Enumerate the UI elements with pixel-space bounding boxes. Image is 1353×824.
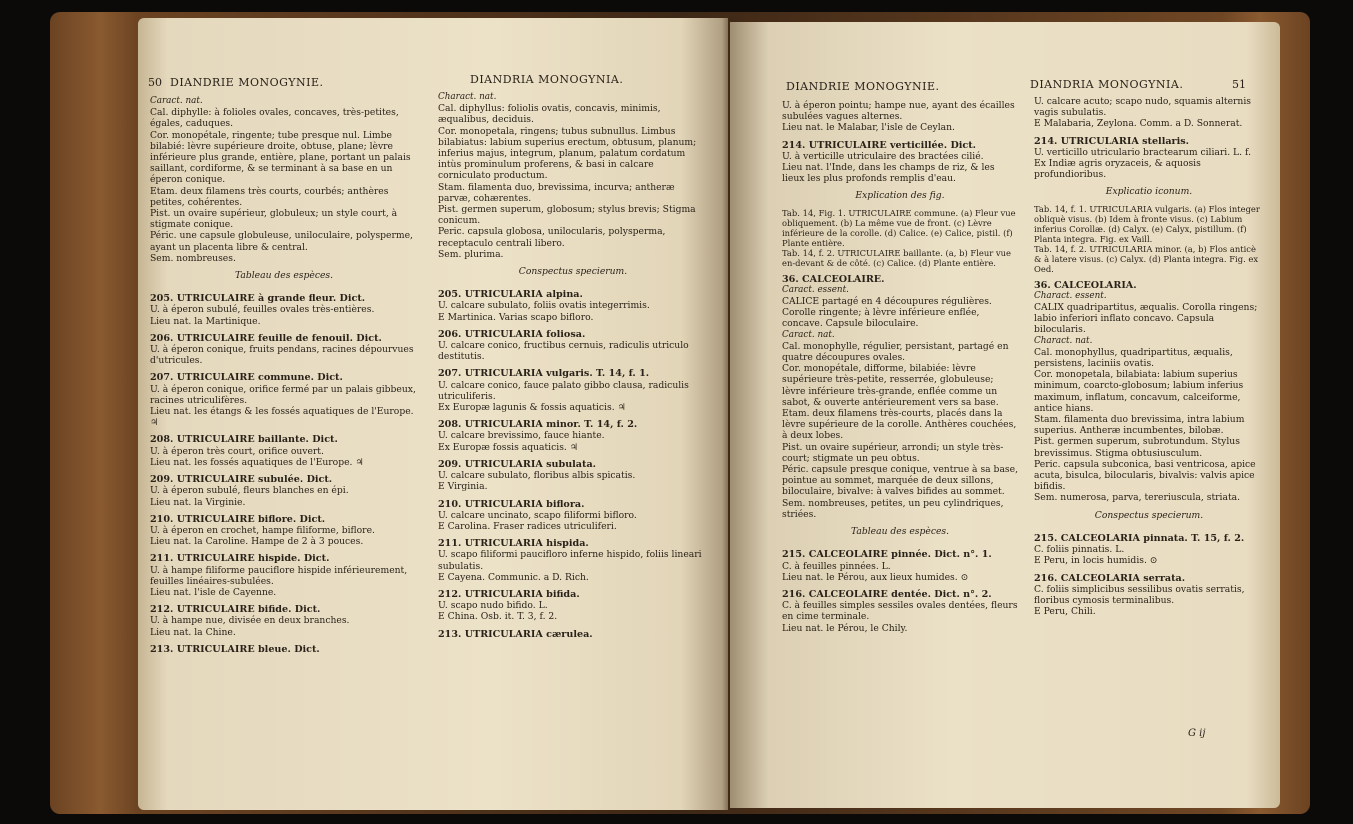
text-line: Etam. deux filamens très-courts, placés dans la lèvre supérieure de la corolle. Anthères couchées, à deux lobes. bbox=[782, 408, 1017, 442]
text-line: CALICE partagé en 4 découpures régulières. Corolle ringente; à lèvre inférieure enflée, concave. Capsule biloculaire. bbox=[782, 296, 992, 330]
text-line: Lieu nat. le Malabar, l'isle de Ceylan. bbox=[782, 122, 955, 134]
text-line: Sem. plurima. bbox=[438, 248, 504, 260]
text-line: C. foliis simplicibus sessilibus ovatis serratis, floribus cymosis terminalibus. bbox=[1034, 583, 1245, 606]
text-line: U. à hampe filiforme pauciflore hispide inférieurement, feuilles linéaires-subulées. bbox=[150, 564, 408, 587]
text-line: Pist. germen superum, subrotundum. Stylus brevissimus. Stigma obtusiusculum. bbox=[1034, 436, 1240, 459]
text-line: Peric. capsula globosa, unilocularis, polysperma, receptaculo centrali libero. bbox=[438, 226, 666, 249]
species-entry: 210. UTRICULAIRE biflore. Dict. bbox=[150, 513, 326, 525]
text-line: Peric. capsula subconica, basi ventricosa, apice acuta, bisulca, bilocularis, bivalvis: valvis apice bifidis. bbox=[1034, 458, 1256, 493]
text-line: Ex Europæ fossis aquaticis. ♃ bbox=[438, 441, 578, 453]
species-entry: 210. UTRICULARIA biflora. bbox=[438, 498, 585, 510]
text-line: E Carolina. Fraser radices utriculiferi. bbox=[438, 520, 617, 532]
text-line: C. à feuilles simples sessiles ovales dentées, fleurs en cime terminale. bbox=[782, 600, 1018, 623]
text-line: Tab. 14, f. 1. UTRICULARIA vulgaris. (a) Flos integer obliquè visus. (b) Idem à fronte visus. (c) Labium inferius Corollæ. (d) Calyx. (e) Calyx, pistillum. (f) Planta integra. Fig. ex Vaill. bbox=[1034, 203, 1260, 244]
text-line: Pist. germen superum, globosum; stylus brevis; Stigma conicum. bbox=[438, 204, 696, 227]
text-line: U. calcare conico, fauce palato gibbo clausa, radiculis utriculiferis. bbox=[438, 379, 689, 402]
text-line: Caract. nat. bbox=[782, 329, 835, 340]
left-latin-column bbox=[438, 92, 708, 640]
text-line: E Martinica. Varias scapo bifloro. bbox=[438, 311, 594, 323]
species-entry: 215. CALCEOLAIRE pinnée. Dict. n°. 1. bbox=[782, 549, 992, 561]
section-heading: Tableau des espèces. bbox=[234, 270, 334, 282]
section-heading: Tableau des espèces. bbox=[850, 526, 950, 538]
text-line: Lieu nat. l'Inde, dans les champs de riz, & les lieux les plus profonds remplis d'eau. bbox=[782, 162, 995, 185]
text-line: U. à éperon conique, fruits pendans, racines dépourvues d'utricules. bbox=[150, 344, 414, 367]
text-line: Sem. nombreuses, petites, un peu cylindriques, striées. bbox=[782, 497, 1004, 520]
text-line: E China. Osb. it. T. 3, f. 2. bbox=[438, 611, 558, 623]
text-line: Lieu nat. la Chine. bbox=[150, 626, 236, 638]
text-line: Lieu nat. la Virginie. bbox=[150, 496, 246, 508]
text-line: U. calcare uncinato, scapo filiformi bifloro. bbox=[438, 509, 637, 521]
running-head-latin-left: DIANDRIA MONOGYNIA. bbox=[470, 73, 624, 86]
text-line: Charact. nat. bbox=[438, 92, 497, 102]
section-heading: Conspectus specierum. bbox=[1094, 509, 1204, 521]
page-number-right: 51 bbox=[1232, 78, 1246, 91]
text-line: U. à éperon en crochet, hampe filiforme, biflore. bbox=[150, 524, 375, 536]
text-line: Lieu nat. les étangs & les fossés aquatiques de l'Europe. ♃ bbox=[150, 406, 414, 429]
signature-mark: G ij bbox=[1188, 728, 1206, 739]
text-line: Lieu nat. le Pérou, le Chily. bbox=[782, 622, 908, 634]
text-line: Péric. une capsule globuleuse, uniloculaire, polysperme, ayant un placenta libre & central. bbox=[150, 230, 413, 253]
text-line: Cor. monopétale, difforme, bilabiée: lèvre supérieure très-petite, resserrée, globuleuse; lèvre inférieure très-grande, enflée comme un sabot, & ouverte antérieurement vers sa base. bbox=[782, 363, 999, 408]
right-french-column bbox=[782, 100, 1018, 634]
text-line: E Virginia. bbox=[438, 481, 488, 493]
species-entry: 214. UTRICULARIA stellaris. bbox=[1034, 135, 1189, 147]
text-line: E Peru, Chili. bbox=[1034, 606, 1096, 618]
text-line: Tab. 14, f. 2. UTRICULAIRE baillante. (a, b) Fleur vue en-devant & de côté. (c) Calice. (d) Plante entière. bbox=[782, 247, 1011, 268]
section-heading: Explicatio iconum. bbox=[1105, 186, 1193, 198]
text-line: U. à éperon conique, orifice fermé par un palais gibbeux, racines utriculifères. bbox=[150, 383, 416, 406]
text-line: U. calcare acuto; scapo nudo, squamis alternis vagis subulatis. bbox=[1034, 96, 1251, 119]
species-entry: 211. UTRICULAIRE hispide. Dict. bbox=[150, 553, 330, 565]
species-entry: 205. UTRICULAIRE à grande fleur. Dict. bbox=[150, 293, 366, 305]
right-latin-column bbox=[1034, 96, 1264, 617]
text-line: Cal. monophylle, régulier, persistant, partagé en quatre découpures ovales. bbox=[782, 340, 1009, 364]
text-line: U. à verticille utriculaire des bractées cilié. bbox=[782, 150, 984, 162]
text-line: Lieu nat. la Caroline. Hampe de 2 à 3 pouces. bbox=[150, 536, 364, 548]
text-line: Stam. filamenta duo brevissima, intra labium superius. Antheræ incumbentes, bilobæ. bbox=[1034, 414, 1245, 437]
text-line: Lieu nat. les fossés aquatiques de l'Europe. ♃ bbox=[150, 456, 364, 468]
text-line: U. calcare brevissimo, fauce hiante. bbox=[438, 430, 605, 442]
text-line: E Malabaria, Zeylona. Comm. a D. Sonnerat. bbox=[1034, 118, 1243, 130]
species-entry: 36. CALCEOLARIA. bbox=[1034, 279, 1137, 291]
species-entry: 216. CALCEOLARIA serrata. bbox=[1034, 572, 1186, 584]
species-entry: 36. CALCEOLAIRE. bbox=[782, 273, 885, 285]
open-book bbox=[50, 12, 1310, 814]
text-line: Cor. monopétale, ringente; tube presque nul. Limbe bilabié: lèvre supérieure droite, obtuse, plane; lèvre inférieure plus grande, entière, plane, portant un palais saillant, cordiforme, & se terminant à sa base en un éperon conique. bbox=[150, 129, 411, 186]
page-number-left: 50 bbox=[148, 76, 162, 89]
species-entry: 213. UTRICULAIRE bleue. Dict. bbox=[150, 643, 320, 655]
running-head-latin-right: DIANDRIA MONOGYNIA. bbox=[1030, 78, 1184, 91]
text-line: Lieu nat. l'isle de Cayenne. bbox=[150, 586, 277, 598]
text-line: Lieu nat. le Pérou, aux lieux humides. ⊙ bbox=[782, 571, 969, 583]
text-line: Ex Europæ lagunis & fossis aquaticis. ♃ bbox=[438, 402, 626, 414]
text-line: U. calcare conico, fructibus cernuis, radiculis utriculo destitutis. bbox=[438, 340, 689, 363]
text-line: Etam. deux filamens très courts, courbés; anthères petites, cohérentes. bbox=[150, 185, 389, 208]
text-line: U. scapo filiformi paucifloro inferne hispido, foliis lineari subulatis. bbox=[438, 549, 702, 572]
text-line: Lieu nat. la Martinique. bbox=[150, 315, 261, 327]
species-entry: 214. UTRICULAIRE verticillée. Dict. bbox=[782, 139, 977, 151]
species-entry: 209. UTRICULARIA subulata. bbox=[438, 458, 597, 470]
text-line: Cor. monopetala, bilabiata: labium superius minimum, coarcto-globosum; labium inferius maximum, inflatum, concavum, calceiforme, antice hians. bbox=[1034, 369, 1244, 414]
species-entry: 205. UTRICULARIA alpina. bbox=[438, 289, 583, 301]
text-line: U. à éperon pointu; hampe nue, ayant des écailles subulées vagues alternes. bbox=[782, 100, 1015, 123]
right-page bbox=[730, 22, 1280, 808]
species-entry: 213. UTRICULARIA cærulea. bbox=[438, 628, 593, 640]
section-heading: Explication des fig. bbox=[855, 190, 945, 202]
text-line: U. à hampe nue, divisée en deux branches. bbox=[150, 615, 350, 627]
text-line: Cor. monopetala, ringens; tubus subnullus. Limbus bilabiatus: labium superius erectum, obtusum, planum; inferius majus, integrum, planum, palatum cordatum intùs prominulum proferens, & basi in calcare corniculato productum. bbox=[438, 125, 697, 182]
species-entry: 208. UTRICULAIRE baillante. Dict. bbox=[150, 434, 338, 446]
text-line: U. à éperon très court, orifice ouvert. bbox=[150, 445, 324, 457]
text-line: U. calcare subulato, floribus albis spicatis. bbox=[438, 470, 636, 482]
left-page bbox=[138, 18, 728, 810]
species-entry: 209. UTRICULAIRE subulée. Dict. bbox=[150, 474, 333, 486]
species-entry: 212. UTRICULARIA bifida. bbox=[438, 588, 580, 600]
text-line: C. foliis pinnatis. L. bbox=[1034, 544, 1125, 556]
species-entry: 208. UTRICULARIA minor. T. 14, f. 2. bbox=[438, 419, 638, 431]
text-line: Péric. capsule presque conique, ventrue à sa base, pointue au sommet, marquée de deux sillons, biloculaire, bivalve: à valves bifides au sommet. bbox=[782, 464, 1018, 498]
text-line: Pist. un ovaire supérieur, arrondi; un style très-court; stigmate un peu obtus. bbox=[782, 441, 1004, 464]
text-line: Sem. numerosa, parva, tereriuscula, striata. bbox=[1034, 492, 1241, 504]
text-line: Pist. un ovaire supérieur, globuleux; un style court, à stigmate conique. bbox=[150, 208, 398, 231]
running-head-french-right: DIANDRIE MONOGYNIE. bbox=[786, 80, 940, 93]
text-line: Cal. diphylle: à folioles ovales, concaves, très-petites, égales, caduques. bbox=[150, 107, 399, 130]
text-line: C. à feuilles pinnées. L. bbox=[782, 560, 891, 572]
text-line: Caract. essent. bbox=[782, 284, 849, 295]
left-french-column bbox=[150, 96, 418, 655]
text-line: Caract. nat. bbox=[150, 96, 203, 106]
text-line: Tab. 14, f. 2. UTRICULARIA minor. (a, b) Flos anticè & à latere visus. (c) Calyx. (d) Planta integra. Fig. ex Oed. bbox=[1034, 243, 1259, 274]
text-line: U. verticillo utriculario bractearum ciliari. L. f. Ex Indiæ agris oryzaceis, & aquosis profundioribus. bbox=[1034, 146, 1251, 181]
text-line: E Cayena. Communic. a D. Rich. bbox=[438, 571, 589, 583]
species-entry: 215. CALCEOLARIA pinnata. T. 15, f. 2. bbox=[1034, 532, 1245, 544]
text-line: Charact. nat. bbox=[1034, 335, 1093, 346]
species-entry: 207. UTRICULARIA vulgaris. T. 14, f. 1. bbox=[438, 368, 650, 380]
text-line: CALIX quadripartitus, æqualis. Corolla ringens; labio inferiori inflato concavo. Capsula bilocularis. bbox=[1034, 302, 1258, 336]
species-entry: 206. UTRICULARIA foliosa. bbox=[438, 328, 586, 340]
text-line: Cal. diphyllus: foliolis ovatis, concavis, minimis, æqualibus, deciduis. bbox=[438, 103, 661, 126]
text-line: Cal. monophyllus, quadripartitus, æqualis, persistens, laciniis ovatis. bbox=[1034, 346, 1233, 370]
text-line: Sem. nombreuses. bbox=[150, 252, 236, 264]
text-line: Stam. filamenta duo, brevissima, incurva; antheræ parvæ, cohærentes. bbox=[438, 181, 675, 204]
text-line: U. à éperon subulé, fleurs blanches en épi. bbox=[150, 485, 349, 497]
text-line: Charact. essent. bbox=[1034, 290, 1107, 301]
running-head-french-left: DIANDRIE MONOGYNIE. bbox=[170, 76, 324, 89]
species-entry: 211. UTRICULARIA hispida. bbox=[438, 538, 589, 550]
text-line: U. calcare subulato, foliis ovatis integerrimis. bbox=[438, 300, 650, 312]
text-line: U. à éperon subulé, feuilles ovales très-entières. bbox=[150, 304, 375, 316]
species-entry: 207. UTRICULAIRE commune. Dict. bbox=[150, 372, 343, 384]
text-line: U. scapo nudo bifido. L. bbox=[438, 600, 548, 612]
species-entry: 216. CALCEOLAIRE dentée. Dict. n°. 2. bbox=[782, 588, 992, 600]
text-line: E Peru, in locis humidis. ⊙ bbox=[1034, 555, 1158, 567]
species-entry: 206. UTRICULAIRE feuille de fenouil. Dict. bbox=[150, 332, 382, 344]
section-heading: Conspectus specierum. bbox=[518, 266, 628, 278]
text-line: Tab. 14, Fig. 1. UTRICULAIRE commune. (a) Fleur vue obliquement. (b) La même vue de front. (c) Lèvre inférieure de la corolle. (d) Calice. (e) Calice, pistil. (f) Plante entière. bbox=[782, 207, 1016, 248]
species-entry: 212. UTRICULAIRE bifide. Dict. bbox=[150, 604, 321, 616]
